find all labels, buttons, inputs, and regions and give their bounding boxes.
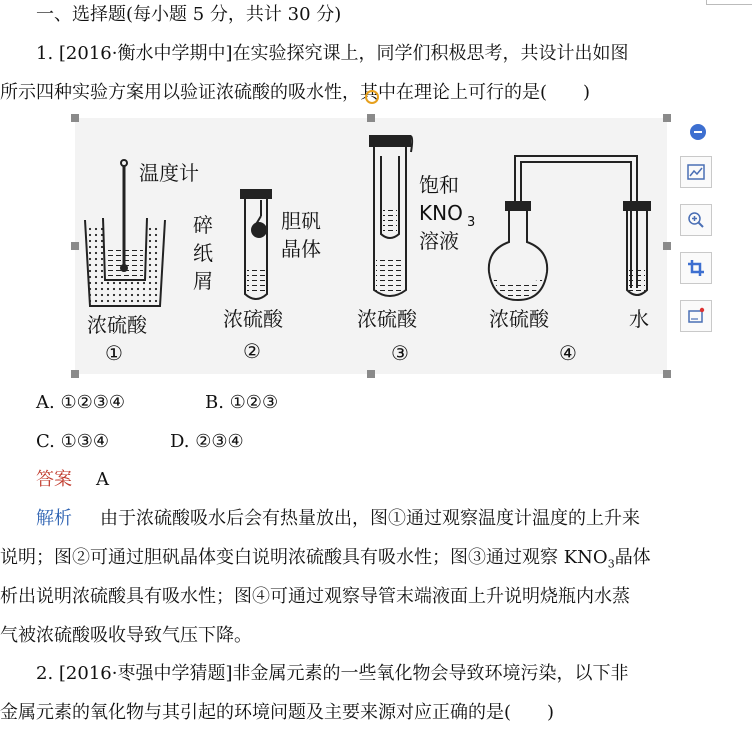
experiment-figure[interactable] [75,118,667,374]
layout-options-icon[interactable] [680,300,712,332]
option-b: B. ①②③ [205,392,279,413]
label-saturated-3: 溶液 [419,229,459,253]
label-num-3: ③ [391,341,409,365]
experiment-diagram [75,118,667,374]
label-water: 水 [629,307,649,331]
label-conc-acid-4: 浓硫酸 [489,307,549,331]
collapse-icon[interactable] [690,124,706,140]
option-a: A. ①②③④ [36,392,125,413]
zoom-in-icon[interactable] [680,204,712,236]
window-corner [706,0,752,5]
analysis-line-1: 由于浓硫酸吸水后会有热量放出，图①通过观察温度计温度的上升来 [100,508,640,529]
connecting-tube [515,156,637,288]
stopper-4a [506,202,530,210]
acid-liquid-2 [247,268,265,294]
label-conc-acid-2: 浓硫酸 [223,307,283,331]
resize-handle-top-right[interactable] [663,114,671,122]
stopper-4b [624,202,650,210]
question-2-line-1: 2. [2016·枣强中学猜题]非金属元素的一些氧化物会导致环境污染，以下非 [36,663,629,684]
label-saturated-2-sub: 3 [467,215,476,230]
label-paper-2: 纸 [193,241,213,265]
question-2-line-2: 金属元素的氧化物与其引起的环境问题及主要来源对应正确的是( ) [0,702,555,723]
label-num-1: ① [105,341,123,365]
analysis-line-3: 析出说明浓硫酸具有吸水性；图④可通过观察导管末端液面上升说明烧瓶内水蒸 [0,586,630,607]
saturated-solution [383,208,397,232]
stopper-2 [241,190,271,198]
label-conc-acid-1: 浓硫酸 [87,313,147,337]
resize-handle-bottom-right[interactable] [663,370,671,378]
option-d: D. ②③④ [170,431,244,452]
answer-label: 答案 [36,469,72,490]
analysis-line-4: 气被浓硫酸吸收导致气压下降。 [0,625,252,646]
analysis-line-2 [0,546,651,577]
label-saturated-1: 饱和 [419,173,459,197]
setup-2 [241,190,271,299]
label-saturated-2: KNO [419,201,463,225]
resize-handle-left[interactable] [71,242,79,250]
question-1-line-1: 1. [2016·衡水中学期中]在实验探究课上，同学们积极思考，共设计出如图 [36,43,629,64]
label-paper-1: 碎 [193,213,213,237]
answer-value: A [96,469,109,490]
section-heading: 一、选择题(每小题 5 分，共计 30 分) [36,4,342,25]
label-conc-acid-3: 浓硫酸 [357,307,417,331]
question-1-line-2: 所示四种实验方案用以验证浓硫酸的吸水性，其中在理论上可行的是( ) [0,82,591,103]
resize-handle-bottom-left[interactable] [71,370,79,378]
crystal [252,223,266,237]
chart-icon[interactable] [680,156,712,188]
stopper-3 [370,136,410,146]
label-crystal-1: 胆矾 [281,209,321,233]
label-paper-3: 屑 [193,269,213,293]
label-num-2: ② [243,339,261,363]
analysis-line-2-end: 晶体 [614,547,651,568]
resize-handle-bottom[interactable] [367,370,375,378]
resize-handle-top-left[interactable] [71,114,79,122]
setup-4 [489,156,650,300]
acid-liquid-3 [376,258,404,292]
label-crystal-2: 晶体 [281,237,321,261]
rotate-handle[interactable] [365,90,379,104]
analysis-label: 解析 [36,508,72,529]
connecting-tube-inner [521,162,631,288]
resize-handle-right[interactable] [663,242,671,250]
setup-3 [370,136,412,296]
resize-handle-top[interactable] [367,114,375,122]
analysis-line-2-text: 说明；图②可通过胆矾晶体变白说明浓硫酸具有吸水性；图③通过观察 KNO [0,547,608,568]
analysis-line-2-sub: 3 [607,557,615,571]
crop-icon[interactable] [680,252,712,284]
thermometer-bulb [121,265,127,271]
water-liquid [629,268,645,292]
thermometer-top [121,160,127,166]
option-c: C. ①③④ [36,431,109,452]
label-thermometer: 温度计 [139,161,199,185]
label-num-4: ④ [559,341,577,365]
